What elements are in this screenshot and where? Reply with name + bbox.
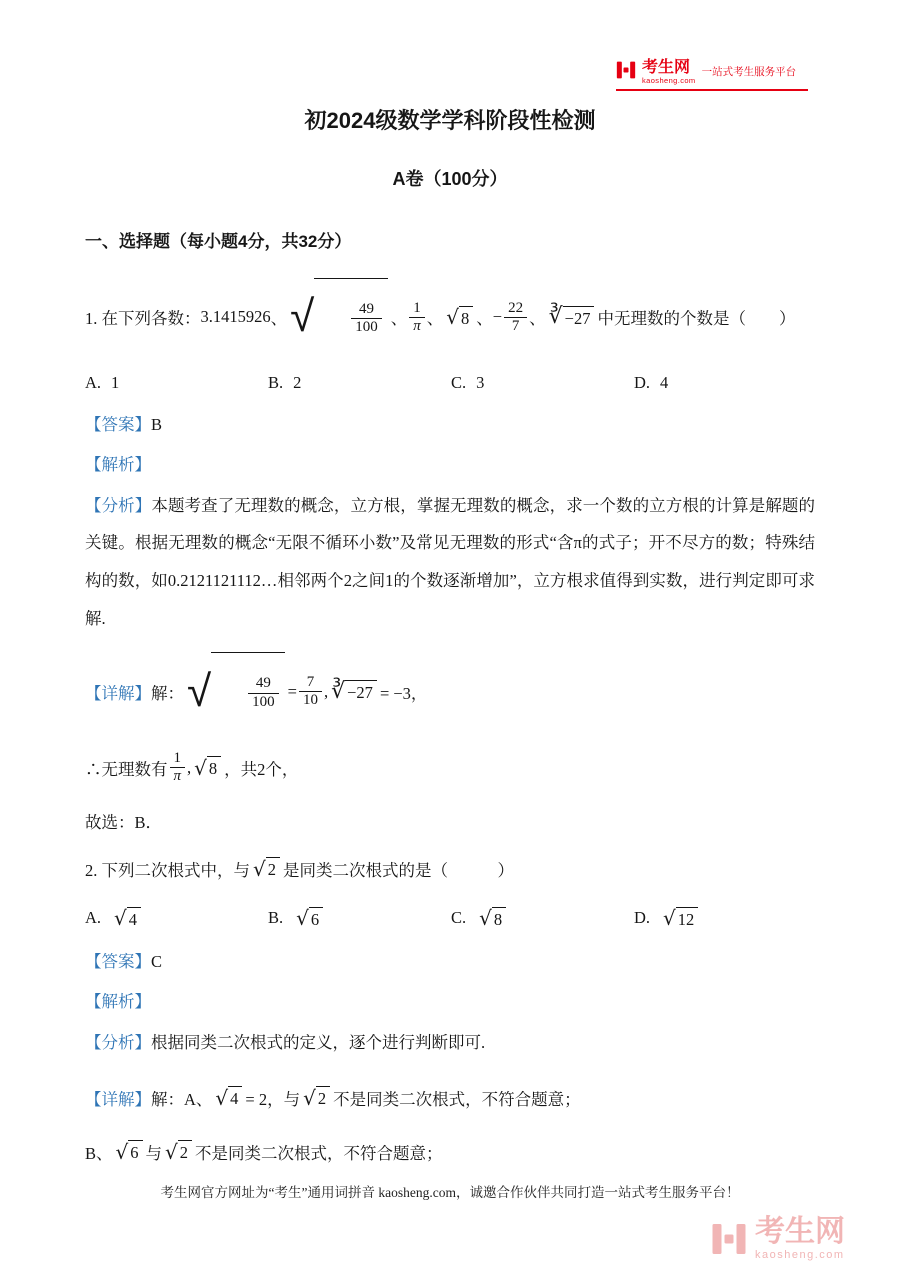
sqrt-6 [116, 1140, 143, 1163]
radical-icon: √ [446, 305, 460, 330]
sqrt-4 [114, 907, 141, 930]
sqrt-fraction-49-100 [187, 652, 285, 731]
option-label: C. [451, 908, 467, 928]
q2-tail: 是同类二次根式的是（ ） [283, 860, 514, 880]
radicand: 4 [228, 1086, 242, 1109]
sqrt-fraction-49-100 [290, 278, 388, 357]
option-label: B. [268, 372, 284, 392]
question-2-stem [85, 851, 815, 887]
kaosheng-watermark-icon [711, 1221, 747, 1257]
q2-fenxi-paragraph [85, 1024, 815, 1062]
radicand: 2 [178, 1140, 192, 1163]
q1-xiangjie-line [85, 652, 815, 731]
q1-conclusion-line [85, 745, 815, 791]
radicand: 2 [266, 857, 280, 880]
option-d[interactable] [634, 373, 668, 393]
option-label: D. [634, 908, 651, 928]
sqrt-8 [479, 907, 506, 930]
xiangjie-tag: 【详解】 [85, 683, 151, 703]
radical-icon: √ [663, 906, 676, 931]
sqrt-6 [296, 907, 323, 930]
option-label: B. [268, 908, 284, 928]
cube-root-icon: ∛ [548, 304, 563, 330]
kaosheng-logo-icon [616, 60, 636, 80]
logo-tagline: 一站式考生服务平台 [701, 66, 797, 78]
separator: 、 [426, 309, 444, 329]
answer-value: B [151, 414, 163, 434]
radicand: 8 [459, 306, 473, 329]
separator: 、 [476, 309, 493, 329]
xiangjie-tag: 【详解】 [85, 1089, 151, 1109]
fraction-denominator: 10 [302, 692, 318, 708]
radicand: 2 [316, 1086, 330, 1109]
sqrt-2 [253, 857, 280, 880]
option-b[interactable] [268, 373, 451, 393]
logo-site-text: kaosheng.com [642, 75, 696, 85]
option-d[interactable] [634, 907, 701, 930]
logo-brand-column [642, 60, 696, 85]
sqrt-2 [303, 1086, 330, 1109]
fraction-numerator: 1 [170, 750, 186, 768]
q2-xiangjie-line-a [85, 1080, 815, 1116]
cbrt-neg27 [549, 306, 595, 329]
fraction [351, 301, 382, 337]
conclusion-lead: ∴无理数有 [85, 759, 168, 779]
answer-value: C [151, 951, 163, 971]
b-mid: 与 [145, 1143, 163, 1163]
section-heading: 一、选择题（每小题4分，共32分） [85, 232, 352, 251]
sqrt-2 [165, 1140, 192, 1163]
radical-icon: √ [303, 1085, 316, 1110]
radicand: 8 [492, 907, 506, 930]
fraction-denominator: 100 [252, 693, 275, 710]
fenxi-tag: 【分析】 [85, 495, 152, 515]
separator: 、 [270, 309, 288, 329]
separator: 、 [529, 309, 546, 329]
comma: , [323, 681, 329, 701]
radicand: 8 [207, 756, 221, 779]
option-value: 4 [660, 372, 669, 392]
answer-tag: 【答案】 [85, 414, 151, 434]
logo-brand-text: 考生网 [642, 59, 691, 76]
b-lead: B、 [85, 1143, 113, 1163]
fraction-denominator: π [413, 317, 421, 334]
fenxi-text: 本题考查了无理数的概念，立方根，掌握无理数的概念，求一个数的立方根的计算是解题的关键。根据无理数的概念“无限不循环小数”及常见无理数的形式“含π的式子；开不尽方的数；特殊结构的数，如0.2121121112…相邻两个2之间1的个数逐渐增加”，立方根求值得到实数，进行判定即可求解. [85, 495, 816, 629]
option-a[interactable] [85, 373, 268, 393]
fraction-numerator: 7 [299, 674, 322, 692]
q2-jiexi-line [85, 988, 815, 1012]
solution-lead: 解： [151, 683, 184, 703]
conclusion-tail: ，共2个， [224, 759, 299, 779]
option-label: A. [85, 372, 102, 392]
jiexi-tag: 【解析】 [85, 454, 151, 474]
paper-subtitle: A卷（100分） [392, 169, 508, 189]
option-a[interactable] [85, 907, 268, 930]
b-tail: 不是同类二次根式，不符合题意； [195, 1143, 443, 1163]
q1-value1: 3.1415926 [200, 307, 271, 327]
fenxi-tag: 【分析】 [85, 1032, 151, 1052]
q1-tail: 中无理数的个数是（ ） [597, 309, 796, 329]
q2-answer-line [85, 948, 815, 972]
negative-sign: − [492, 307, 503, 327]
fraction-denominator: 100 [355, 319, 378, 336]
equals-sign: = [287, 681, 297, 701]
radical-icon: √ [165, 1139, 178, 1164]
comma: , [187, 757, 192, 777]
radicand [211, 652, 285, 731]
option-b[interactable] [268, 907, 451, 930]
radicand [314, 278, 388, 357]
fraction-1-pi [409, 300, 425, 336]
kaosheng-watermark [711, 1217, 845, 1261]
fraction-numerator: 1 [409, 300, 425, 318]
q1-jiexi-line [85, 451, 815, 475]
footer-text: 考生网官方网址为“考生”通用词拼音 kaosheng.com，诚邀合作伙伴共同打造一站式考生服务平台！ [160, 1185, 740, 1200]
fraction [248, 675, 279, 711]
radical-icon: √ [187, 665, 212, 717]
fraction-numerator: 49 [351, 301, 382, 319]
option-c[interactable] [451, 373, 634, 393]
watermark-text-column [755, 1217, 845, 1261]
sqrt-8 [194, 756, 221, 779]
option-value: 2 [293, 372, 302, 392]
radicand: 4 [127, 907, 141, 930]
q1-fenxi-paragraph [85, 487, 815, 639]
radicand: −27 [563, 306, 595, 329]
radicand: 6 [309, 907, 323, 930]
option-label: A. [85, 908, 102, 928]
q1-choice-line: 故选：B． [85, 812, 163, 832]
jiexi-tag: 【解析】 [85, 991, 151, 1011]
radical-icon: √ [115, 1139, 129, 1164]
option-c[interactable] [451, 907, 634, 930]
answer-tag: 【答案】 [85, 951, 151, 971]
option-value: 1 [111, 372, 120, 392]
question-1-options [85, 373, 815, 393]
radical-icon: √ [194, 755, 207, 780]
sqrt-4 [215, 1086, 242, 1109]
question-2-options [85, 907, 815, 930]
option-label: D. [634, 372, 651, 392]
fraction-denominator: 7 [511, 317, 520, 334]
q2-xiangjie-line-b [85, 1134, 815, 1170]
radical-icon: √ [215, 1085, 229, 1110]
watermark-site: kaosheng.com [755, 1249, 845, 1261]
equation-result: = −3， [379, 683, 428, 703]
fraction-1-pi [170, 750, 186, 786]
fenxi-text: 根据同类二次根式的定义，逐个进行判断即可. [151, 1032, 486, 1052]
cube-root-icon: ∛ [331, 678, 346, 704]
page-title: 初2024级数学学科阶段性检测 [304, 108, 596, 133]
watermark-brand: 考生网 [755, 1215, 845, 1248]
radical-icon: √ [253, 856, 266, 881]
q1-answer-line [85, 411, 815, 435]
radical-icon: √ [296, 906, 309, 931]
radicand: 6 [128, 1140, 142, 1163]
logo-underline [616, 89, 808, 91]
solution-lead: 解：A、 [151, 1089, 213, 1109]
kaosheng-logo [616, 60, 808, 91]
logo-row [616, 60, 808, 85]
radical-icon: √ [479, 906, 492, 931]
equation-a: = 2，与 [245, 1089, 301, 1109]
fraction-numerator: 22 [504, 300, 527, 318]
option-label: C. [451, 372, 467, 392]
cbrt-neg27 [331, 680, 377, 703]
sqrt-8 [446, 306, 473, 329]
fraction-22-7 [504, 300, 527, 336]
option-value: 3 [476, 372, 485, 392]
radical-icon: √ [290, 291, 315, 343]
a-tail: 不是同类二次根式，不符合题意； [333, 1089, 581, 1109]
fraction-numerator: 49 [248, 675, 279, 693]
fraction-denominator: π [173, 768, 182, 785]
radicand: −27 [345, 680, 377, 703]
separator: 、 [390, 309, 408, 329]
fraction-7-10 [299, 674, 322, 710]
q1-lead: 1. 在下列各数： [85, 309, 201, 329]
radicand: 12 [676, 907, 699, 930]
sqrt-12 [663, 907, 698, 930]
q2-lead: 2. 下列二次根式中，与 [85, 860, 250, 880]
radical-icon: √ [114, 906, 127, 931]
question-1-stem [85, 278, 815, 357]
